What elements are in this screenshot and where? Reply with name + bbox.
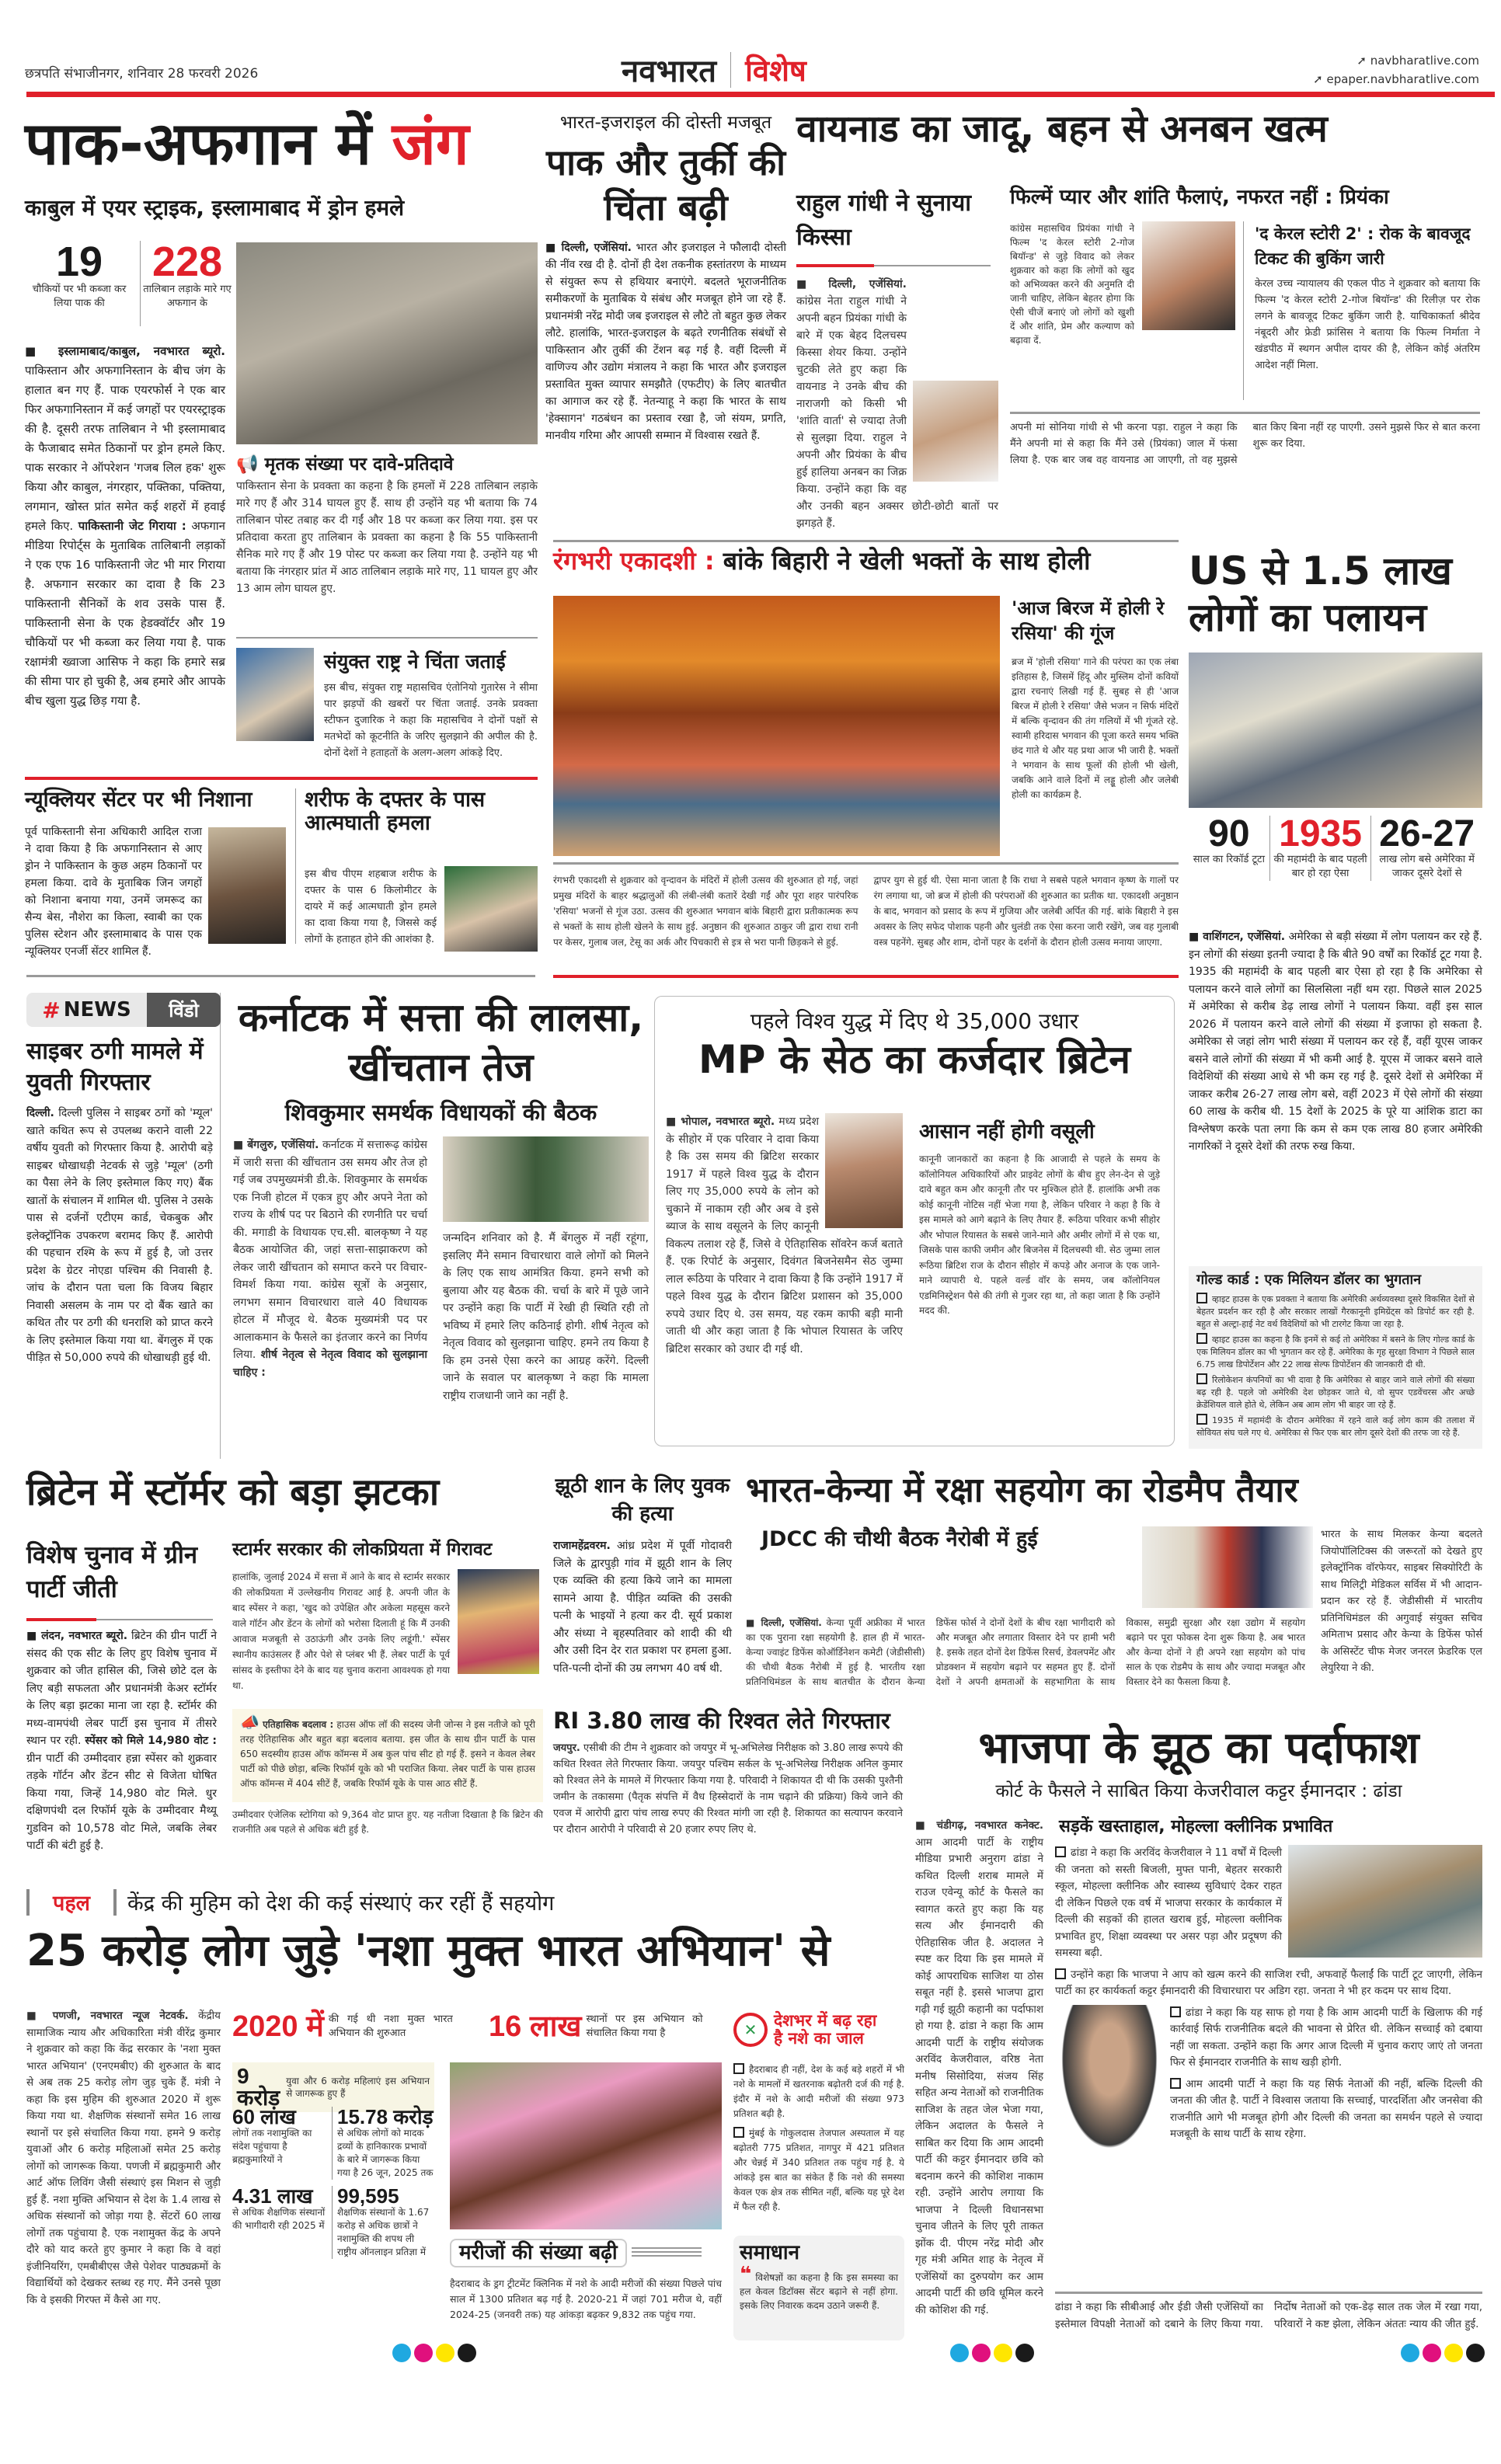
sharif-body: इस बीच पीएम शहबाज शरीफ के दफ्तर के पास 6 किलोमीटर के दायरे में कई आत्मघाती ड्रोन हमले का दावा किया गया है, जिससे कई लोगों के हताहत होने की आशंका है. bbox=[305, 868, 437, 945]
nasha-stat-grid bbox=[232, 2107, 434, 2259]
patients-body: हैदराबाद के ड्रग ट्रीटमेंट क्लिनिक में नशे के आदी मरीजों की संख्या पिछले पांच साल में 1300 प्रतिशत बढ़ गई है. 2020-21 में जहां 701 मरीज थे, वहीं 2024-25 (जनवरी तक) यह आंकड़ा बढ़कर 9,832 तक पहुंच गया. bbox=[450, 2278, 722, 2320]
priyanka-body: कांग्रेस महासचिव प्रियंका गांधी ने फिल्म 'द केरल स्टोरी 2-गोज बियॉन्ड' से जुड़े विवाद को लेकर शुक्रवार को कहा कि लोगों को खुद को अभिव्यक्त करने की अनुमति दी जानी चाहिए, लेकिन बेहतर होगा कि ऐसी चीजें बनाएं जो लोगों को खुशी दें और शांति, प्रेम और कल्याण को बढ़ावा दें. bbox=[1010, 223, 1134, 346]
news-tag-label: NEWS bbox=[63, 998, 131, 1021]
news-window bbox=[26, 993, 221, 1459]
gold-point: व्हाइट हाउस के एक प्रवक्ता ने बताया कि अमेरिकी अर्थव्यवस्था दूसरे विकसित देशों से बेहतर प्रदर्शन कर रही है और सरकार लाखों गैरकानूनी इमिग्रेंट्स को डिपोर्ट कर रही है. बहुत से अल्ट्रा-हाई नेट वर्थ विदेशियों को भी टारगेट किया जा रहा है. bbox=[1196, 1293, 1475, 1329]
bjp-point: आम आदमी पार्टी ने कहा कि यह सिर्फ नेताओं की नहीं, बल्कि दिल्ली की जनता की जीत है. पार्टी ने विश्वास जताया कि सच्चाई, पारदर्शिता और जनसेवा की राजनीति आगे भी मजबूत होगी और दिल्ली की जनता का समर्थन पहले से ज्यादा मजबूती के साथ पार्टी के साथ रहेगा. bbox=[1170, 2077, 1482, 2140]
starmer-headline: ब्रिटेन में स्टॉर्मर को बड़ा झटका bbox=[26, 1470, 440, 1514]
black-dot bbox=[458, 2344, 476, 2362]
mp-side-body: कानूनी जानकारों का कहना है कि आजादी से पहले के समय के कॉलोनियल अधिकारियों और प्राइवेट लोगों के बीच हुए लेन-देन से जुड़े दावे बहुत कम और कानूनी तौर पर मुश्किल होते हैं. हालांकि अभी तक कोई कानूनी नोटिस नहीं भेजा गया है, लेकिन परिवार ने कहा है कि वे इस मामले को आगे बढ़ाने के लिए तैयार हैं. रूठिया परिवार कभी सीहोर और भोपाल रियासत के सबसे जाने-माने और अमीर लोगों में से एक था, जिसके पास काफी जमीन और बिजनेस में दिलचस्पी थी. सेठ जुम्मा लाल रूठिया ब्रिटिश राज के दौरान सीहोर में कपड़े और अनाज के एक जाने-माने व्यापारी थे. पहले वर्ल्ड वॉर के समय, जब कॉलोनियल एडमिनिस्ट्रेशन पैसे की तंगी से गुजर रहा था, तो कहा जाता है कि उन्होंने मदद की. bbox=[919, 1154, 1160, 1316]
claims-head: 📢 मृतक संख्या पर दावे-प्रतिदावे bbox=[236, 454, 454, 475]
yellow-dot bbox=[436, 2344, 454, 2362]
magenta-dot bbox=[1423, 2344, 1441, 2362]
logo-divider bbox=[730, 52, 731, 88]
globe-icon: ➚ bbox=[1313, 72, 1323, 86]
news-tag-left bbox=[26, 993, 147, 1027]
stat-16-lakh: 16 लाख स्थानों पर इस अभियान को संचालित किया गया है bbox=[489, 2010, 703, 2043]
historic-box: 📣 एतिहासिक बदलाव : हाउस ऑफ लॉ की सदस्य जेनी जोन्स ने इस नतीजे को पूरी तरह ऐतिहासिक और बहुत बड़ा बदलाव बताया. इस जीत के साथ ग्रीन पार्टी के पास 650 सदस्यीय हाउस ऑफ कॉमन्स में अब कुल पांच सीट हो गई हैं. इसने न केवल लेबर पार्टी को पीछे छोड़ा, बल्कि रिफॉर्म यूके को भी पराजित किया. लेबर पार्टी के पास हाउस ऑफ कॉमन्स में 404 सीटें हैं, जबकि रिफॉर्म यूके के पास आठ सीटें हैं. bbox=[232, 1709, 543, 1802]
cyber-body: दिल्ली. दिल्ली पुलिस ने साइबर ठगों को 'म्यूल' खाते कथित रूप से उपलब्ध कराने वाली 22 वर्षीय युवती को गिरफ्तार किया है. आरोपी बड़े साइबर धोखाधड़ी नेटवर्क से जुड़े 'म्यूल' (ठगी का पैसा लेने के लिए इस्तेमाल किए गए) बैंक खातों के संचालन में शामिल थी. पुलिस ने उसके पास से दर्जनों एटीएम कार्ड, चेकबुक और इलेक्ट्रॉनिक उपकरण बरामद किए हैं. आरोपी की पहचान रश्मि के रूप में हुई है, जो उत्तर प्रदेश के ग्रेटर नोएडा पश्चिम की निवासी है. जांच के दौरान पता चला कि विजय बिहार निवासी असलम के नाम पर दो बैंक खाते का कथित तौर पर ठगी की धनराशि को प्राप्त करने के लिए इस्तेमाल किया गया था. बेंगलुरु में एक पीड़ित से 50,000 रुपये की धोखाधड़ी हुई थी. bbox=[26, 1107, 213, 1364]
gold-point: 1935 में महामंदी के दौरान अमेरिका में रहने वाले कई लोग काम की तलाश में सोवियत संघ चले गए थे. अमेरिका से फिर एक बार लोग दूसरे देशों की तरफ जा रहे हैं. bbox=[1196, 1415, 1475, 1438]
gold-card-box bbox=[1189, 1266, 1482, 1449]
nasha-body: ■ पणजी, नवभारत न्यूज नेटवर्क. केंद्रीय सामाजिक न्याय और अधिकारिता मंत्री वीरेंद्र कुमार ने शुक्रवार को कहा कि केंद्र सरकार के 'नशा मुक्त भारत अभियान' (एनएमबीए) की शुरुआत के बाद से अब तक 25 करोड़ लोग जुड़ चुके हैं. मंत्री ने कहा कि इस मुहिम की शुरुआत 2020 में शुरू किया गया था. शैक्षणिक संस्थानों समेत 16 लाख स्थानों पर इसे संचालित किया गया. हमने 9 करोड़ युवाओं और 6 करोड़ महिलाओं समेत 25 करोड़ लोगों को जागरूक किया. पणजी में ब्रह्मकुमारी और आर्ट ऑफ लिविंग जैसी संस्थाएं इस मिशन से जुड़ी हुई हैं. नशा मुक्ति अभियान से देश के 1.4 लाख से अधिक संस्थानों को जोड़ा गया है. सेंटरों 60 लाख लोगों तक पहुंचाया है. एक नशामुक्त केंद्र के अपने दौरे को याद करते हुए कुमार ने कहा कि वे वहां इंजीनियरिंग, एमबीबीएस जैसे पेशेवर पाठ्यक्रमों के विद्यार्थियों को देखकर स्तब्ध रह गए. मैंने उनसे पूछा कि वे इसकी गिरफ्त में कैसे आ गए. bbox=[26, 2008, 221, 2309]
karnataka-body2: जन्मदिन शनिवार को है. मैं बेंगलुरु में नहीं रहूंगा, इसलिए मैंने समान विचारधारा वाले लोगों को मिलने के लिए एक साथ आमंत्रित किया. हमने सभी को बुलाया और यह बैठक की. चर्चा के बारे में पूछे जाने पर उन्होंने कहा कि पार्टी में रेखी ही स्थिति रही तो भविष्य में हमारे लिए कठिनाई होगी. शीर्ष नेतृत्व को नेतृत्व विवाद को सुलझाना चाहिए. हमने तय किया है कि हम उनसे ऐसा करने का आग्रह करेंगे. दिल्ली जाने के सवाल पर बालकृष्ण ने कहा कि मामला राष्ट्रीय राजधानी जाने का नहीं है. bbox=[443, 1232, 649, 1402]
section-divider bbox=[1010, 412, 1480, 414]
holi-story bbox=[553, 548, 1179, 971]
israel-story bbox=[545, 109, 786, 520]
cyan-dot bbox=[950, 2344, 969, 2362]
rahul-photo bbox=[913, 381, 998, 482]
honour-killing-story bbox=[553, 1472, 732, 1697]
patients-head-box: मरीजों की संख्या बढ़ी bbox=[450, 2239, 702, 2267]
mp-side-head: आसान नहीं होगी वसूली bbox=[919, 1120, 1095, 1143]
kerala-head: 'द केरल स्टोरी 2' : रोक के बावजूद टिकट की बुकिंग जारी bbox=[1255, 224, 1471, 268]
decorative-lines bbox=[632, 2247, 702, 2258]
head-underline bbox=[874, 265, 991, 266]
nasha-kicker: केंद्र की मुहिम को देश की कई संस्थाएं कर रहीं हैं सहयोग bbox=[127, 1892, 555, 1916]
popularity-body: हालांकि, जुलाई 2024 में सत्ता में आने के बाद से स्टार्मर सरकार की लोकप्रियता में उल्लेखनीय गिरावट आई है. अपनी जीत के बाद स्पेंसर ने कहा, 'खुद को उपेक्षित और अकेला महसूस करने वाले गॉर्टन और डेंटन के लोगों को भरोसा दिलाती हूं कि मैं उनकी आवाज मजबूती से उठाऊंगी और उनके लिए लडूंगी.' स्पेंसर स्थानीय काउंसलर हैं और पेशे से प्लंबर भी हैं. लेबर पार्टी के पूर्व सांसद के इस्तीफा देने के बाद यह चुनाव कराना आवश्यक हो गया था. bbox=[232, 1571, 450, 1691]
garbage-clinic-photo bbox=[1288, 1845, 1482, 1958]
masthead-rule bbox=[26, 92, 1495, 97]
honour-body: राजामहेंद्रवरम. आंध्र प्रदेश में पूर्वी गोदावरी जिले के द्वारपुड़ी गांव में झूठी शान के लिए एक व्यक्ति की हत्या किये जाने का मामला सामने आया है. पीड़ित व्यक्ति की उसकी पत्नी के भाइयों ने हत्या कर दी. सूर्य प्रकाश और संध्या ने बृहस्पतिवार को शादी की थी और उसी दिन देर रात प्रकाश पर हमला हुआ. पति-पत्नी दोनों की उम्र लगभग 40 वर्ष थी. bbox=[553, 1540, 733, 1675]
bjp-body: ■ चंडीगढ़, नवभारत कनेक्ट. आम आदमी पार्टी के राष्ट्रीय मीडिया प्रभारी अनुराग ढांडा ने कथित दिल्ली शराब मामले में राउज एवेन्यू कोर्ट के फैसले का स्वागत करते हुए कहा कि यह सत्य और ईमानदारी की ऐतिहासिक जीत है. अदालत ने स्पष्ट कर दिया कि इस मामले में कोई आपराधिक साजिश या ठोस सबूत नहीं है. इससे भाजपा द्वारा गढ़ी गई झूठी कहानी का पर्दाफाश हो गया है. ढांडा ने कहा कि आम आदमी पार्टी के राष्ट्रीय संयोजक अरविंद केजरीवाल, वरिष्ठ नेता मनीष सिसोदिया, संजय सिंह सहित अन्य नेताओं को राजनीतिक साजिश के तहत जेल भेजा गया, लेकिन अदालत के फैसले ने साबित कर दिया कि आम आदमी पार्टी की कट्टर ईमानदार छवि को बदनाम करने की कोशिश नाकाम रही. उन्होंने आरोप लगाया कि भाजपा ने दिल्ली विधानसभा चुनाव जीतने के लिए पूरी ताकत झोंक दी. पीएम नरेंद्र मोदी और गृह मंत्री अमित शाह के नेतृत्व में एजेंसियों का दुरुपयोग कर आम आदमी पार्टी की छवि धूमिल करने की कोशिश की गई. bbox=[915, 1818, 1043, 2319]
nuclear-head: न्यूक्लियर सेंटर पर भी निशाना bbox=[25, 788, 252, 812]
checkbox-bullet-icon bbox=[1055, 1968, 1066, 1979]
checkbox-bullet-icon bbox=[1196, 1333, 1207, 1344]
kerala-body: केरल उच्च न्यायालय की एकल पीठ ने शुक्रवार को बताया कि फिल्म 'द केरल स्टोरी 2-गोज बियॉन्ड' की रिलीज़ पर रोक लगने के बावजूद टिकट बुकिंग जारी है. याचिकाकर्ता श्रीदेव नंबूदरी और फ्रेडी फ्रांसिस ने बताया कि फिल्म निर्माता ने खंडपीठ में स्थगन अपील दायर की है, लेकिन कोई अंतरिम आदेश नहीं मिला. bbox=[1255, 278, 1480, 371]
checkbox-bullet-icon bbox=[1170, 2006, 1181, 2017]
stat-posts: 19 चौकियों पर भी कब्जा कर लिया पाक की bbox=[32, 238, 127, 309]
kicker-bar bbox=[113, 1889, 117, 1916]
awareness-rally-photo bbox=[450, 2062, 722, 2229]
nasha-kicker-row bbox=[26, 1888, 904, 1916]
mp-kicker: पहले विश्व युद्ध में दिए थे 35,000 उधार bbox=[750, 1008, 1079, 1034]
starmer-story bbox=[26, 1470, 543, 1852]
cyan-dot bbox=[392, 2344, 411, 2362]
mp-britain-story bbox=[654, 996, 1175, 1446]
holi-headline: रंगभरी एकादशी : बांके बिहारी ने खेली भक्तों के साथ होली bbox=[553, 546, 1091, 576]
us-exodus-story bbox=[1189, 548, 1482, 1449]
magenta-dot bbox=[972, 2344, 991, 2362]
magenta-dot bbox=[414, 2344, 433, 2362]
section-divider bbox=[553, 862, 1179, 865]
column-divider bbox=[140, 241, 141, 326]
checkbox-bullet-icon bbox=[1170, 2078, 1181, 2089]
quote-icon: ❝ bbox=[740, 2262, 752, 2286]
checkbox-bullet-icon bbox=[1196, 1293, 1207, 1303]
head-underline bbox=[796, 264, 874, 267]
wayanad-headline: वायनाड का जादू, बहन से अनबन खत्म bbox=[796, 107, 1328, 151]
megaphone-icon: 📢 bbox=[236, 454, 259, 475]
stat-15-78-crore: 15.78 करोड़ से अधिक लोगों को मादक द्रव्यों के हानिकारक प्रभावों के बारे में जागरूक किया गया है 26 जून, 2025 तक bbox=[332, 2107, 434, 2180]
holi-body: रंगभरी एकादशी से शुक्रवार को वृन्दावन के मंदिरों में होली उत्सव की शुरुआत हो गई, जहां प्रमुख मंदिरों के बाहर श्रद्धालुओं की लंबी-लंबी कतारें देखी गईं और पूरा शहर पारंपरिक 'रसिया' भजनों से गूंज उठा. उत्सव की शुरुआत भगवान बांके बिहारी द्वारा प्रतीकात्मक रूप से भक्तों के साथ होली खेलने के साथ हुई. अनुष्ठान की शुरुआत ठाकुर जी द्वारा राधा रानी पर केसर, गुलाब जल, टेसू का अर्क और पिचकारी से इत्र से भरा पानी छिड़कने से हुई. द्वापर युग से हुई थी. ऐसा माना जाता है कि राधा ने सबसे पहले भगवान कृष्ण के गालों पर रंग लगाया था, जो ब्रज में होली की परंपराओं की शुरुआत का प्रतीक था. एकादशी अनुष्ठान के बाद, भगवान को प्रसाद के रूप में गुजिया और जलेबी अर्पित की गई. बांके बिहारी ने इस अवसर के लिए सफेद पोशाक पहनी और धुलंडी तक ऐसा करना जारी रखेंगे, जब वह गुलाबी वस्त्र पहनेंगे. सुबह और शाम, दोनों पहर के दर्शनों के दौरान होली उत्सव मनाया जाएगा. bbox=[553, 875, 1179, 948]
masthead-dateline: छत्रपति संभाजीनगर, शनिवार 28 फरवरी 2026 bbox=[25, 66, 259, 82]
bribe-headline: RI 3.80 लाख की रिश्वत लेते गिरफ्तार bbox=[553, 1707, 890, 1734]
bjp-story bbox=[915, 1724, 1482, 2361]
bjp-point: ढांडा ने कहा कि अरविंद केजरीवाल ने 11 वर्षों में दिल्ली की जनता को सस्ती बिजली, मुफ्त पानी, बेहतर सरकारी स्कूल, मोहल्ला क्लीनिक और स्वास्थ्य सुविधाएं देकर राहत दी लेकिन पिछले एक वर्ष में भाजपा सरकार के कार्यकाल में दिल्ली की सड़कों की हालत खराब हुई, मोहल्ला क्लीनिक प्रभावित हुए, शिक्षा व्यवस्था पर असर पड़ा और प्रदूषण की समस्या बढ़ी. bbox=[1055, 1846, 1282, 1959]
pak-afghan-story bbox=[25, 109, 538, 971]
israel-kicker: भारत-इजराइल की दोस्ती मजबूत bbox=[559, 113, 772, 133]
stat-years: 90 साल का रिकॉर्ड टूटा bbox=[1189, 816, 1270, 881]
rahul-body: ■ दिल्ली, एजेंसियां. कांग्रेस नेता राहुल गांधी ने अपनी बहन प्रियंका गांधी के बारे में एक बेहद दिलचस्प किस्सा शेयर किया. उन्होंने चुटकी लेते हुए कहा कि वायनाड ने उनके बीच की नाराजगी को किसी भी 'शांति वार्ता' से ज्यादा तेजी से सुलझा दिया. राहुल ने अपनी और प्रियंका के बीच हुई हालिया अनबन का जिक्र किया. उन्होंने कहा कि वह और उनकी बहन अक्सर छोटी-छोटी बातों पर झगड़ते हैं. bbox=[796, 276, 998, 509]
stat-60-lakh: 60 लाख लोगों तक नशामुक्ति का संदेश पहुंचाया है ब्रह्मकुमारियों ने bbox=[232, 2105, 312, 2165]
nasha-headline: 25 करोड़ लोग जुड़े 'नशा मुक्त भारत अभियान' से bbox=[26, 1926, 831, 1976]
holi-temple-photo bbox=[553, 596, 1000, 856]
holi-side-body: ब्रज में 'होली रसिया' गाने की परंपरा का एक लंबा इतिहास है, जिसमें हिंदू और मुस्लिम दोनों कवियों द्वारा रचनाएं लिखी गई हैं. सुबह से ही 'आज बिरज में होली रे रसिया' जैसे भजन न सिर्फ मंदिरों में बल्कि वृन्दावन की तंग गलियों में भी गूंजते रहे. स्वामी हरिदास भगवान की पूजा करते समय भक्ति छंद गाते थे और यह प्रथा आज भी जारी है. भक्तों ने भगवान के साथ फूलों की होली भी खेली, जबकि आने वाले दिनों में लड्डू होली और जलेबी होली का कार्यक्रम है. bbox=[1012, 656, 1179, 800]
stat-2020: 2020 में की गई थी नशा मुक्त भारत अभियान की शुरुआत bbox=[232, 2010, 453, 2043]
bribe-story bbox=[553, 1709, 903, 1872]
solution-body: ❝ विशेषज्ञों का कहना है कि इस समस्या का हल केवल डिटॉक्स सेंटर बढ़ाने से नहीं होगा. इसके लिए निवारक कदम उठाने जरूरी हैं. bbox=[740, 2262, 898, 2311]
solution-box bbox=[733, 2236, 904, 2340]
holi-side-head: 'आज बिरज में होली रे रसिया' की गूंज bbox=[1012, 597, 1165, 644]
hash-icon: # bbox=[42, 997, 61, 1023]
karnataka-body: ■ बेंगलुरु, एजेंसियां. कर्नाटक में सत्तारूढ़ कांग्रेस में जारी सत्ता की खींचतान उस समय और तेज हो गई जब उपमुख्यमंत्री डी.के. शिवकुमार के समर्थक एक निजी होटल में एकत्र हुए और अपने नेता को राज्य के शीर्ष पद पर बिठाने की रणनीति पर चर्चा की. मगाडी के विधायक एच.सी. बालकृष्ण ने यह बैठक आयोजित की, जहां सत्ता-साझाकरण को लेकर जारी खींचतान को समाप्त करने पर विचार-विमर्श किया गया. कांग्रेस सूत्रों के अनुसार, लगभग समान विचारधारा वाले 40 विधायक होटल में मौजूद थे. बैठक मुख्यमंत्री पद पर आलाकमान के फैसले का इंतजार करने का निर्णय लिया. शीर्ष नेतृत्व से नेतृत्व विवाद को सुलझाना चाहिए : bbox=[233, 1136, 427, 1381]
masthead-logo bbox=[622, 48, 806, 91]
priyanka-head: फिल्में प्यार और शांति फैलाएं, नफरत नहीं : प्रियंका bbox=[1010, 186, 1389, 209]
un-body: इस बीच, संयुक्त राष्ट्र महासचिव एंतोनियो गुतारेस ने सीमा पार झड़पों की खबरों पर चिंता जताई. उनके प्रवक्ता स्टीफन दुजारिक ने कहा कि महासचिव ने दोनों पक्षों से मतभेदों को कूटनीति के जरिए सुलझाने की अपील की है. दोनों देशों ने हताहतों के अलग-अलग आंकड़े दिए. bbox=[324, 682, 538, 759]
column-divider bbox=[1243, 221, 1244, 400]
kenya-body2: भारत के साथ मिलकर केन्या बदलते जियोपॉलिटिक्स की जरूरतों को देखते हुए इलेक्ट्रॉनिक वॉरफेयर, साइबर सिक्योरिटी के साथ मिलिट्री मेडिकल सर्विस में भी आदान-प्रदान कर रहे हैं. जेडीसीसी में भारतीय प्रतिनिधिमंडल की अगुवाई संयुक्त सचिव अमिताभ प्रसाद और केन्या के डिफेंस फोर्स के असिस्टेंट चीफ मेजर जनरल फ्रेडरिक एल लेयुरिया ने की. bbox=[1321, 1529, 1482, 1674]
site-link-main[interactable]: ➚ navbharatlive.com bbox=[1356, 54, 1479, 68]
solution-head: समाधान bbox=[740, 2241, 800, 2264]
checkbox-bullet-icon bbox=[1196, 1373, 1207, 1384]
section-divider bbox=[26, 975, 535, 977]
site-link-epaper[interactable]: ➚ epaper.navbharatlive.com bbox=[1313, 72, 1479, 86]
bribe-body: जयपुर. एसीबी की टीम ने शुक्रवार को जयपुर में भू-अभिलेख निरीक्षक को 3.80 लाख रूपये की कथित रिश्वत लेते गिरफ्तार किया. जयपुर पश्चिम सर्कल के भू-अभिलेख निरीक्षक अनिल कुमार को रिश्वत लेने के मामले में गिरफ्तार किया गया है. परिवादी ने शिकायत दी थी कि उसकी पुश्तैनी जमीन के तकासमा (पैतृक संपत्ति में वैध हिस्सेदारों के नाम चढ़ाने की प्रक्रिया) किये जाने की एवज में आरोपी द्वारा पांच लाख रुपए की रिश्वत मांगी जा रही है. शिकायत का सत्यापन करवाने पर दौरान आरोपी ने परिवादी से 20 हजार रुपए लिए थे. bbox=[553, 1742, 903, 1836]
guterres-photo bbox=[236, 648, 314, 741]
nuclear-body: पूर्व पाकिस्तानी सेना अधिकारी आदिल राजा ने दावा किया है कि अफगानिस्तान से आए ड्रोन ने पाकिस्तान के कुछ अहम ठिकानों पर हमला किया. दावे के मुताबिक जिन जगहों को निशाना बनाया गया, उनमें जमरूद का सैन्य बेस, नौशेरा का किला, स्वाबी का एक पुलिस स्टेशन और इस्लामाबाद के पास एक न्यूक्लियर एनर्जी सेंटर शामिल हैं. bbox=[25, 826, 202, 958]
checkbox-bullet-icon bbox=[733, 2127, 744, 2138]
section-divider bbox=[553, 540, 1179, 542]
bjp-point: उन्होंने कहा कि भाजपा ने आप को खत्म करने की साजिश रची, अफवाहें फैलाईं कि पार्टी टूट जाएगी, लेकिन पार्टी का हर कार्यकर्ता कट्टर ईमानदारी की विचारधारा पर अडिग रहा. जनता ने भी हर कदम पर साथ दिया. bbox=[1055, 1968, 1482, 1997]
kenya-body: ■ दिल्ली, एजेंसियां. केन्या पूर्वी अफ्रीका में भारत का एक पुराना रक्षा सहयोगी है. हाल ही में भारत-केन्या ज्वाइंट डिफेंस कोऑर्डिनेशन कमेटी (जेडीसीसी) की चौथी बैठक नैरोबी में हुई है. भारतीय रक्षा प्रतिनिधिमंडल के साथ बातचीत के दौरान केन्या डिफेंस फोर्स ने दोनों देशों के बीच रक्षा भागीदारी को और मजबूत और लगातार विस्तार देने पर हामी भरी है. इसके तहत दोनों देश डिफेंस रिसर्च, डेवलपमेंट और प्रोडक्शन में सहयोग बढ़ाने पर सहमत हुए हैं. दोनों देशों ने अपनी क्षमताओं के सहभागिता के साथ विकास, समुद्री सुरक्षा और रक्षा उद्योग में सहयोग बढ़ाने पर पूरा फोकस देना शुरू किया है. अब भारत और केन्या दोनों ने ही अपने रक्षा सहयोग को पांच साल के एक रोडमैप के साथ और ज्यादा मजबूत और विस्तार देने का फैसला किया है. bbox=[746, 1616, 1305, 1690]
stat-4-31-lakh: 4.31 लाख से अधिक शैक्षणिक संस्थानों की भागीदारी रही 2025 में bbox=[232, 2184, 326, 2231]
starmer-body: ■ लंदन, नवभारत ब्यूरो. ब्रिटेन की ग्रीन पार्टी ने संसद की एक सीट के लिए हुए विशेष चुनाव में शुक्रवार को जीत हासिल की, जिसे छोटे दल के लिए बड़ी सफलता और प्रधानमंत्री केअर स्टॉर्मर के लिए बड़ा झटका माना जा रहा है. स्टॉर्मर की मध्य-वामपंथी लेबर पार्टी इस चुनाव में तीसरे स्थान पर रही. स्पेंसर को मिले 14,980 वोट : ग्रीन पार्टी की उम्मीदवार हन्ना स्पेंसर को शुक्रवार तड़के गॉर्टन और डेंटन सीट से विजेता घोषित किया गया, जिन्हें 14,980 वोट मिले. धुर दक्षिणपंथी दल रिफॉर्म यूके के उम्मीदवार मैथ्यू गुडविन को 10,578 वोट मिले, जबकि लेबर पार्टी की बंटी हुई है. bbox=[26, 1627, 217, 1855]
gold-card-head: गोल्ड कार्ड : एक मिलियन डॉलर का भुगतान bbox=[1196, 1272, 1422, 1288]
nasha-story bbox=[26, 1888, 904, 2385]
no-drugs-icon: ✕ bbox=[733, 2013, 768, 2047]
head-underline bbox=[26, 1618, 96, 1621]
megaphone-icon: 📣 bbox=[240, 1713, 260, 1731]
net-points bbox=[733, 2062, 904, 2215]
registration-marks-right bbox=[1401, 2344, 1485, 2362]
black-dot bbox=[1015, 2344, 1034, 2362]
net-head: ✕ देशभर में बढ़ रहा है नशे का जाल bbox=[733, 2012, 890, 2048]
kenya-subhead: JDCC की चौथी बैठक नैरोबी में हुई bbox=[761, 1527, 1038, 1551]
masthead bbox=[0, 0, 1501, 101]
section-divider bbox=[1055, 2292, 1482, 2294]
shehbaz-photo bbox=[444, 866, 538, 952]
kicker-bar bbox=[26, 1889, 30, 1916]
walking-crowd-photo bbox=[1189, 653, 1482, 808]
checkbox-bullet-icon bbox=[1196, 1414, 1207, 1425]
yellow-dot bbox=[994, 2344, 1012, 2362]
us-headline: US से 1.5 लाख लोगों का पलायन bbox=[1189, 548, 1452, 640]
green-party-head: विशेष चुनाव में ग्रीन पार्टी जीती bbox=[26, 1541, 198, 1603]
bjp-point: ढांडा ने कहा कि यह साफ हो गया है कि आम आदमी पार्टी के खिलाफ की गई कार्रवाई सिर्फ राजनीतिक बदले की भावना से प्रेरित थी. लेकिन सच्चाई को दबाया नहीं जा सकता. उन्होंने कहा कि अगर आज दिल्ली में चुनाव कराए जाएं तो जनता फिर से ईमानदार राजनीति के साथ खड़ी होगी. bbox=[1170, 2006, 1482, 2069]
checkbox-bullet-icon bbox=[1055, 1846, 1066, 1857]
sharif-head: शरीफ के दफ्तर के पास आत्मघाती हमला bbox=[305, 788, 486, 835]
priyanka-photo bbox=[1142, 221, 1235, 330]
karnataka-story bbox=[233, 993, 649, 1459]
rahul-head: राहुल गांधी ने सुनाया किस्सा bbox=[796, 190, 972, 251]
shivakumar-siddaramaiah-photo bbox=[443, 1136, 649, 1222]
gold-point: व्हाइट हाउस का कहना है कि इनमें से कई तो अमेरिका में बसने के लिए गोल्ड कार्ड के एक मिलियन डॉलर का भी भुगतान कर रहे हैं. अमेरिका के गृह सुरक्षा विभाग ने पिछले साल 6.75 लाख डिपोर्टेशन और 22 लाख सेल्फ डिपोर्टेशन की जानकारी दी थी. bbox=[1196, 1334, 1475, 1369]
rubble-car-photo bbox=[236, 242, 538, 444]
pak-afghan-subhead: काबुल में एयर स्ट्राइक, इस्लामाबाद में ड्रोन हमले bbox=[25, 195, 405, 221]
news-window-tag bbox=[26, 993, 221, 1027]
gold-point: रिलोकेशन कंपनियों का भी दावा है कि अमेरिका से बाहर जाने वाले लोगों की संख्या बढ़ रही है. पहले जो अमेरिकी देश छोड़कर जाते थे, वो सुपर एडवेंचरस और अच्छे क्रेडेंशियल वाले होते थे, लेकिन अब आम लोग भी बाहर जा रहे हैं. bbox=[1196, 1374, 1475, 1410]
stat-immigrants: 26-27 लाख लोग बसे अमेरिका में जाकर दूसरे देशों से bbox=[1379, 813, 1475, 879]
registration-marks-mid bbox=[950, 2344, 1034, 2362]
israel-headline: पाक और तुर्की की चिंता बढ़ी bbox=[546, 141, 785, 228]
newspaper-logo: नवभारत bbox=[622, 54, 717, 89]
us-body: ■ वाशिंगटन, एजेंसियां. अमेरिका से बड़ी संख्या में लोग पलायन कर रहे हैं. इन लोगों की संख्या इतनी ज्यादा है कि बीते 90 वर्षों का रिकॉर्ड टूट गया है. 1935 की महामंदी के बाद पहली बार ऐसा हो रहा है कि अमेरिका से पलायन करने वाले लोगों का सिलसिला नहीं थम रहा. पिछले साल 2025 में अमेरिका से करीब डेढ़ लाख लोगों ने पलायन किया. वहीं इस साल 2026 में पलायन करने वाले लोगों की संख्या में इजाफा हो सकता है. अमेरिका से जहां लोग भारी संख्या में पलायन कर रहे हैं, वहीं यूएस जाकर बसने वाले लोगों की संख्या में भी कमी आई है. यूएस में जाकर बसने वाले विदेशियों की संख्या आधे से भी कम रह गई है. दूसरे देशों से अमेरिका में जाकर करीब 26-27 लाख लोग बसे, वहीं 2023 में ऐसे लोगों की संख्या 60 लाख के करीब थी. 15 देशों के 2025 के पूरे या आंशिक डाटा का विश्लेषण करके पता लगा कि कम से कम एक लाख 80 हजार अमेरिकी नागरिकों ने दूसरे देशों की तरफ रुख किया. bbox=[1189, 928, 1482, 1156]
cyan-dot bbox=[1401, 2344, 1419, 2362]
initiative-tag: पहल bbox=[53, 1892, 90, 1916]
mp-body: ■ भोपाल, नवभारत ब्यूरो. मध्य प्रदेश के सीहोर में एक परिवार ने दावा किया है कि उस समय की ब्रिटिश सरकार 1917 में पहले विश्व युद्ध के दौरान लिए गए 35,000 रुपये के लोन को चुकाने में नाकाम रही और अब वे इसे ब्याज के साथ वसूलने के लिए कानूनी विकल्प तलाश रहे हैं, जिसे वे ऐतिहासिक सॉवरेन कर्ज बताते हैं. एक रिपोर्ट के अनुसार, दिवंगत बिजनेसमैन सेठ जुम्मा लाल रूठिया के परिवार ने दावा किया है कि उन्होंने 1917 में पहले विश्व युद्ध के दौरान ब्रिटिश प्रशासन को 35,000 रुपये उधार दिए थे. उस समय, यह रकम काफी बड़ी मानी जाती थी और कहा जाता है कि भोपाल रियासत के जरिए ब्रिटिश सरकार को उधार दी गई थी. bbox=[666, 1113, 903, 1358]
bjp-points bbox=[1055, 1845, 1482, 2163]
karnataka-subhead: शिवकुमार समर्थक विधायकों की बैठक bbox=[284, 1099, 597, 1126]
wayanad-body-cont: अपनी मां सोनिया गांधी से भी करना पड़ा. राहुल ने कहा कि मैंने अपनी मां से कहा कि मैंने उसे (प्रियंका) जाल में फंसा लिया है. एक बार जब वह वायनाड आ जाएगी, तो वह मुझसे बात किए बिना नहीं रह पाएगी. उसने मुझसे फिर से बात करना शुरू कर दिया. bbox=[1010, 422, 1480, 466]
net-point: हैदराबाद ही नहीं, देश के कई बड़े शहरों में भी नशे के मामलों में खतरनाक बढ़ोतरी दर्ज की गई है. इंदौर में नशे के आदी मरीजों की संख्या 973 प्रतिशत बढ़ी है. bbox=[733, 2064, 904, 2119]
dhanda-photo bbox=[1055, 2005, 1164, 2160]
pak-afghan-headline: पाक-अफगान में जंग bbox=[25, 109, 469, 178]
seth-photo bbox=[825, 1113, 903, 1228]
net-point: मुंबई के गोकुलदास तेजपाल अस्पताल में यह बढ़ोतरी 775 प्रतिशत, नागपुर में 421 प्रतिशत और चेन्नई में 340 प्रतिशत तक पहुंच गई है. ये आंकड़े इस बात का संकेत हैं कि नशे की समस्या केवल एक क्षेत्र तक सीमित नहीं, बल्कि यह पूरे देश में फैल रही है. bbox=[733, 2128, 904, 2212]
bjp-headline: भाजपा के झूठ का पर्दाफाश bbox=[978, 1723, 1419, 1773]
pak-afghan-body: ■ इस्लामाबाद/काबुल, नवभारत ब्यूरो. पाकिस्तान और अफगानिस्तान के बीच जंग के हालात बन गए हैं. पाक एयरफोर्स ने एक बार फिर अफगानिस्तान में कई जगहों पर एयरस्ट्राइक की है. दूसरी तरफ तालिबान ने भी इस्लामाबाद के फैजाबाद समेत ठिकानों पर ड्रोन हमले किए. पाक सरकार ने ऑपरेशन 'गजब लिल हक' शुरू किया और काबुल, नंगरहार, पक्तिका, पक्तिया, लगमान, खोस्त प्रांत समेत कई शहरों में हवाई हमले किए. पाकिस्तानी जेट गिराया : अफगान मीडिया रिपोर्ट्स के मुताबिक तालिबानी लड़ाकों ने एक एफ 16 पाकिस्तानी जेट भी मार गिराया है. अफगान सरकार का दावा है कि 23 पाकिस्तानी सैनिकों के शव उसके पास हैं. पाकिस्तानी सेना के एक हेडक्वॉर्टर और 19 चौकियों पर भी कब्जा कर लिया गया है. पाक रक्षामंत्री ख्वाजा आसिफ ने कहा कि हमारे सब्र की सीमा पार हो चुकी है, अब हमारे और आपके बीच खुला युद्ध छिड़ गया है. bbox=[25, 342, 225, 711]
karnataka-headline: कर्नाटक में सत्ता की लालसा, खींचतान तेज bbox=[238, 995, 644, 1090]
registration-marks-left bbox=[392, 2344, 476, 2362]
head-underline bbox=[96, 1619, 213, 1620]
stat-1935: 1935 की महामंदी के बाद पहली बार हो रहा ऐसा bbox=[1270, 816, 1372, 881]
popularity-head: स्टार्मर सरकार की लोकप्रियता में गिरावट bbox=[232, 1540, 493, 1560]
adil-raja-photo bbox=[208, 827, 286, 944]
kenya-story bbox=[746, 1472, 1482, 1713]
honour-headline: झूठी शान के लिए युवक की हत्या bbox=[555, 1474, 730, 1526]
kenya-delegates-photo bbox=[1142, 1526, 1313, 1608]
cyber-headline: साइबर ठगी मामले में युवती गिरफ्तार bbox=[26, 1038, 204, 1096]
window-tag-label: विंडो bbox=[147, 993, 221, 1027]
column-divider bbox=[295, 788, 296, 944]
section-divider bbox=[25, 777, 538, 780]
site-links bbox=[1313, 51, 1479, 89]
kenya-headline: भारत-केन्या में रक्षा सहयोग का रोडमैप तैयार bbox=[746, 1470, 1298, 1510]
section-divider bbox=[553, 975, 1179, 978]
section-name: विशेष bbox=[745, 53, 806, 88]
israel-body: ■ दिल्ली, एजेंसियां. भारत और इजराइल ने फौलादी दोस्ती की नींव रख दी है. दोनों ही देश तकनीक हस्तांतरण के माध्यम से संयुक्त रूप से हथियार बनाएंगे. बदलते भूराजनीतिक समीकरणों के मुताबिक ये संबंध और मजबूत होने जा रहे हैं. प्रधानमंत्री नरेंद्र मोदी जब इजराइल से लौटे तो बहुत कुछ लेकर लौटे. हालांकि, भारत-इजराइल के बढ़ते रणनीतिक संबंधों से पाकिस्तान और तुर्की की टेंशन बढ़ गई है. वहीं दिल्ली में वाणिज्य और उद्योग मंत्रालय ने कहा कि भारत और इजराइल प्रस्तावित मुक्त व्यापार समझौते (एफटीए) के लिए बातचीत का आगाज कर रहे हैं. नेतन्याहू ने कहा कि भारत के साथ 'हेक्सागन' गठबंधन का प्रस्ताव रखा है, जो संयम, प्रगति, मानवीय गरिमा और आपसी सम्मान में विश्वास रखते हैं. bbox=[545, 239, 786, 444]
section-divider bbox=[236, 637, 538, 639]
claims-body: पाकिस्तान सेना के प्रवक्ता का कहना है कि हमलों में 228 तालिबान लड़ाके मारे गए हैं और 314 घायल हुए हैं. साथ ही उन्होंने यह भी बताया कि 74 तालिबान पोस्ट तबाह कर दी गईं और 18 पर कब्जा कर लिया गया. इस पर प्रतिदावा करता हुए तालिबान के प्रवक्ता का कहना है कि 55 पाकिस्तानी सैनिक मारे गए हैं और 19 पोस्ट पर कब्जा कर लिया गया है. उन्होंने यह भी बताया कि नंगरहार प्रांत में आठ तालिबान लड़ाके मारे गए, 11 घायल हुए और 13 आम लोग घायल हुए. bbox=[236, 480, 538, 595]
bjp-tail: ढांडा ने कहा कि सीबीआई और ईडी जैसी एजेंसियों का इस्तेमाल विपक्षी नेताओं को दबाने के लिए किया गया. निर्दोष नेताओं को एक-डेढ़ साल तक जेल में रखा गया, परिवारों ने कष्ट झेला, लेकिन अंततः न्याय की जीत हुई. bbox=[1055, 2301, 1482, 2330]
bjp-subhead: कोर्ट के फैसले ने साबित किया केजरीवाल कट्टर ईमानदार : ढांडा bbox=[995, 1780, 1402, 1801]
us-stats bbox=[1189, 813, 1482, 881]
roads-head: सड़कें खस्ताहाल, मोहल्ला क्लीनिक प्रभावित bbox=[1059, 1817, 1333, 1836]
stat-fighters: 228 तालिबान लड़ाके मारे गए अफगान के bbox=[143, 238, 232, 309]
checkbox-bullet-icon bbox=[733, 2063, 744, 2074]
spencer-photo bbox=[458, 1569, 539, 1674]
un-head: संयुक्त राष्ट्र ने चिंता जताई bbox=[324, 650, 506, 673]
globe-icon: ➚ bbox=[1356, 54, 1367, 68]
wayanad-story bbox=[796, 107, 1480, 530]
stat-9-crore: 9 करोड़ युवा और 6 करोड़ महिलाएं इस अभियान से जागरूक हुए हैं bbox=[232, 2062, 434, 2112]
black-dot bbox=[1466, 2344, 1485, 2362]
stat-99595: 99,595 शैक्षणिक संस्थानों के 1.67 करोड़ से अधिक छात्रों ने नशामुक्ति की शपथ ली राष्ट्रीय ऑनलाइन प्रतिज्ञा में bbox=[332, 2186, 434, 2259]
yellow-dot bbox=[1444, 2344, 1463, 2362]
starmer-tail: उम्मीदवार एंजेलिक स्टोगिया को 9,364 वोट प्राप्त हुए. यह नतीजा दिखाता है कि ब्रिटेन की राजनीति अब पहले से अधिक बंटी हुई है. bbox=[232, 1809, 543, 1835]
mp-headline: MP के सेठ का कर्जदार ब्रिटेन bbox=[698, 1037, 1130, 1082]
